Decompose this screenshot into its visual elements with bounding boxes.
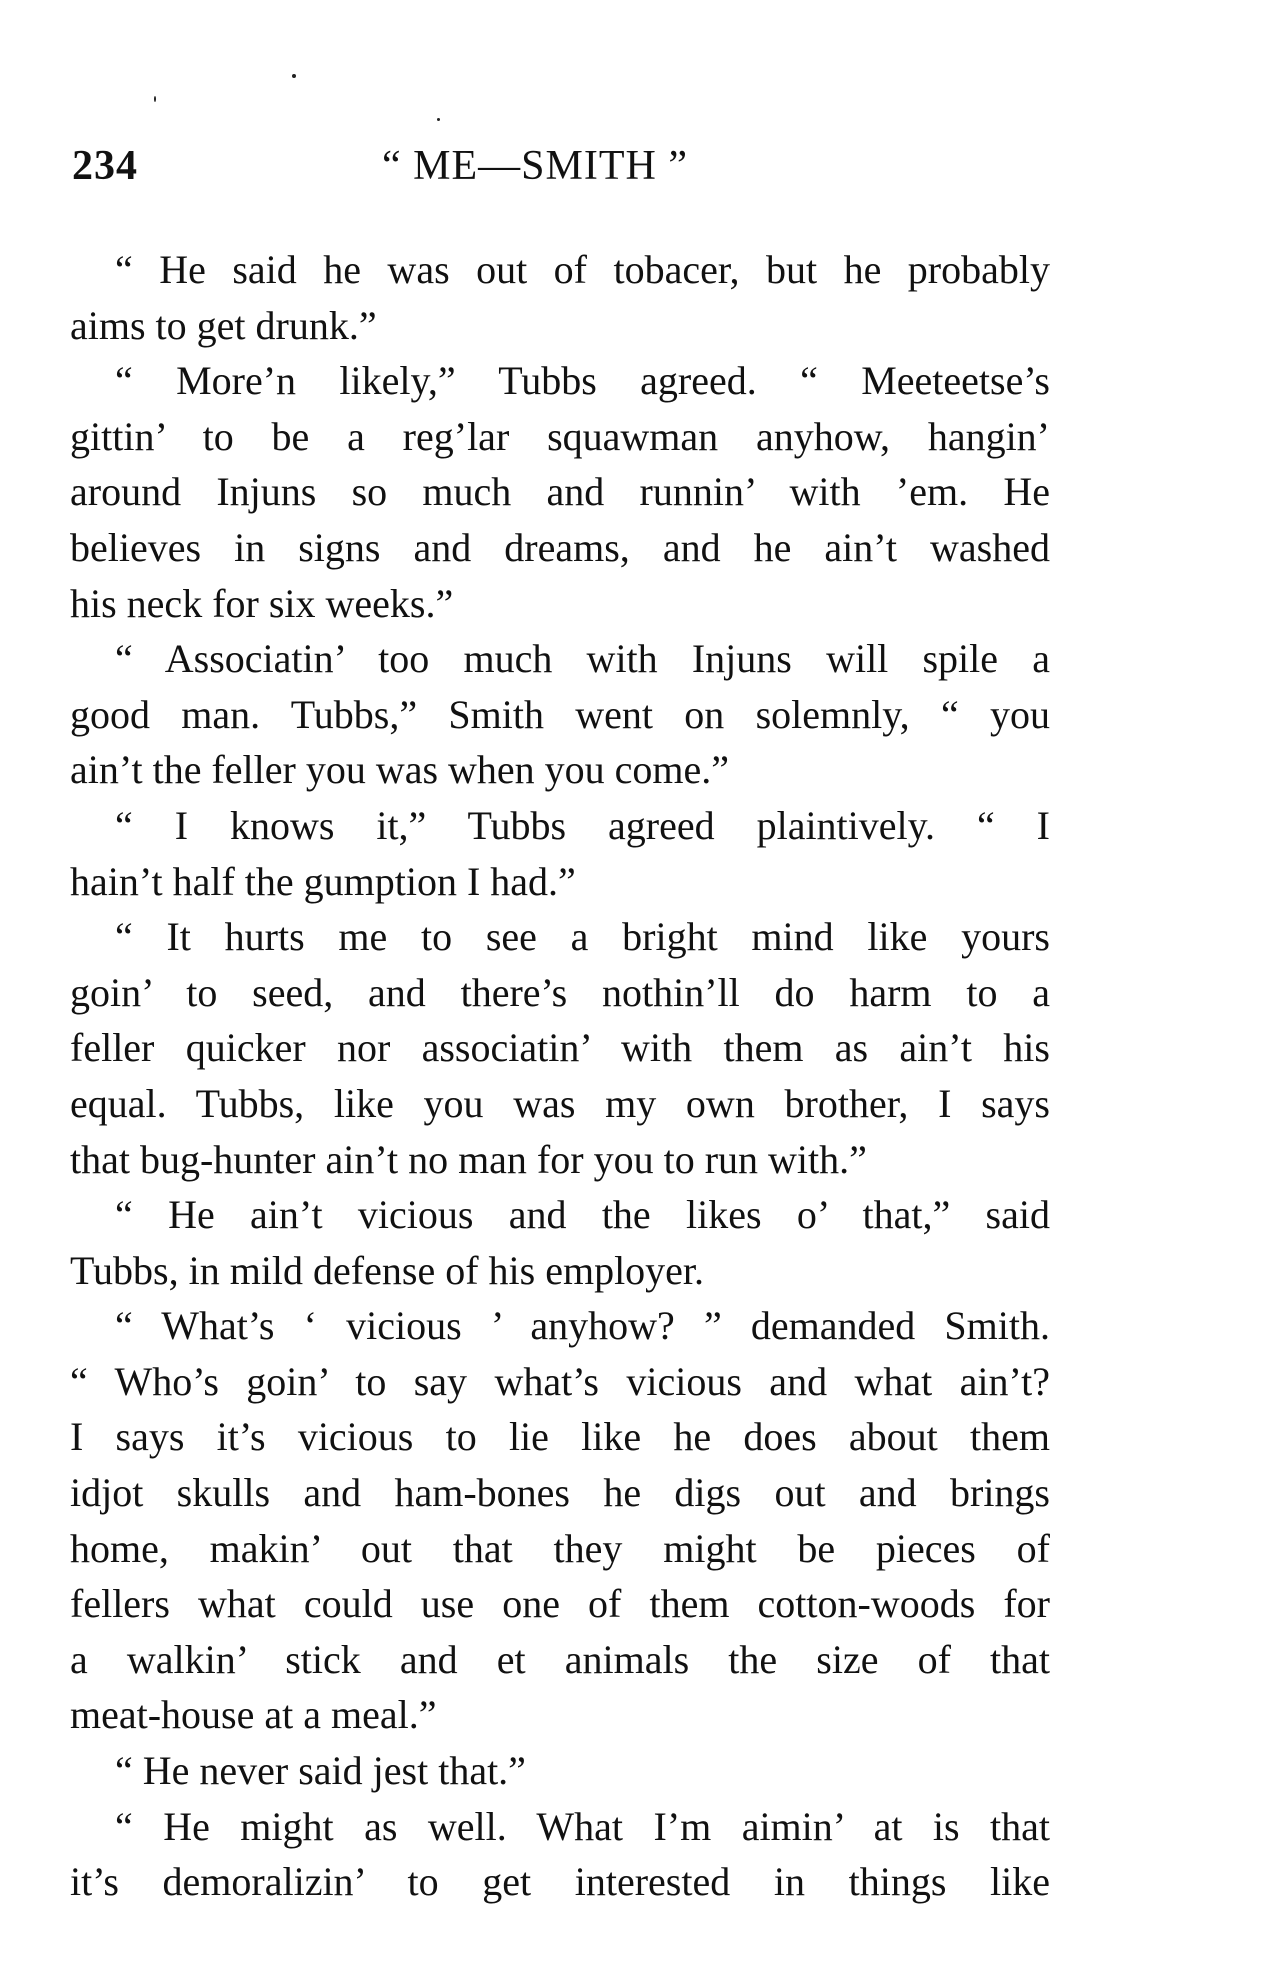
text-line: goin’ to seed, and there’s nothin’ll do harm to a: [70, 969, 1050, 1015]
text-line: good man. Tubbs,” Smith went on solemnly, “ you: [70, 691, 1050, 737]
text-line: “ He said he was out of tobacer, but he probably: [115, 247, 1050, 292]
text-line: I says it’s vicious to lie like he does about them: [70, 1414, 1050, 1460]
text-line: “ I knows it,” Tubbs agreed plaintively. “ I: [115, 802, 1050, 848]
text-line: “ It hurts me to see a bright mind like yours: [115, 914, 1050, 960]
print-speck: [154, 96, 156, 102]
text-line: “ What’s ‘ vicious ’ anyhow? ” demanded Smith.: [115, 1303, 1050, 1349]
print-speck: [292, 74, 296, 78]
text-line: hain’t half the gumption I had.”: [70, 858, 576, 904]
text-line: “ He might as well. What I’m aimin’ at is that: [115, 1803, 1050, 1849]
text-line: equal. Tubbs, like you was my own brother, I says: [70, 1080, 1050, 1126]
text-line: “ He never said jest that.”: [115, 1748, 526, 1794]
text-line: feller quicker nor associatin’ with them as ain’t his: [70, 1025, 1050, 1071]
text-line: home, makin’ out that they might be pieces of: [70, 1525, 1050, 1571]
text-line: believes in signs and dreams, and he ain’t washed: [70, 524, 1050, 570]
text-line: it’s demoralizin’ to get interested in things like: [70, 1859, 1050, 1905]
print-speck: [437, 118, 440, 121]
text-line: ain’t the feller you was when you come.”: [70, 747, 730, 793]
text-line: a walkin’ stick and et animals the size of that: [70, 1636, 1050, 1682]
text-line: around Injuns so much and runnin’ with ’em. He: [70, 469, 1050, 515]
text-line: idjot skulls and ham-bones he digs out and brings: [70, 1470, 1050, 1516]
text-line: “ More’n likely,” Tubbs agreed. “ Meeteetse’s: [115, 358, 1050, 404]
text-line: that bug-hunter ain’t no man for you to run with.”: [70, 1136, 867, 1182]
text-line: gittin’ to be a reg’lar squawman anyhow, hangin’: [70, 413, 1050, 459]
text-line: fellers what could use one of them cotton-woods for: [70, 1581, 1050, 1627]
body-text: [70, 242, 1050, 1910]
text-line: “ Associatin’ too much with Injuns will spile a: [115, 636, 1050, 682]
running-head: [72, 142, 1052, 192]
running-title: “ ME—SMITH ”: [382, 143, 688, 189]
text-line: “ Who’s goin’ to say what’s vicious and what ain’t?: [70, 1358, 1050, 1404]
text-line: “ He ain’t vicious and the likes o’ that,” said: [115, 1192, 1050, 1238]
text-line: aims to get drunk.”: [70, 302, 377, 348]
text-line: Tubbs, in mild defense of his employer.: [70, 1247, 705, 1293]
page-number: 234: [72, 143, 138, 189]
text-line: his neck for six weeks.”: [70, 580, 454, 626]
text-line: meat-house at a meal.”: [70, 1692, 437, 1738]
